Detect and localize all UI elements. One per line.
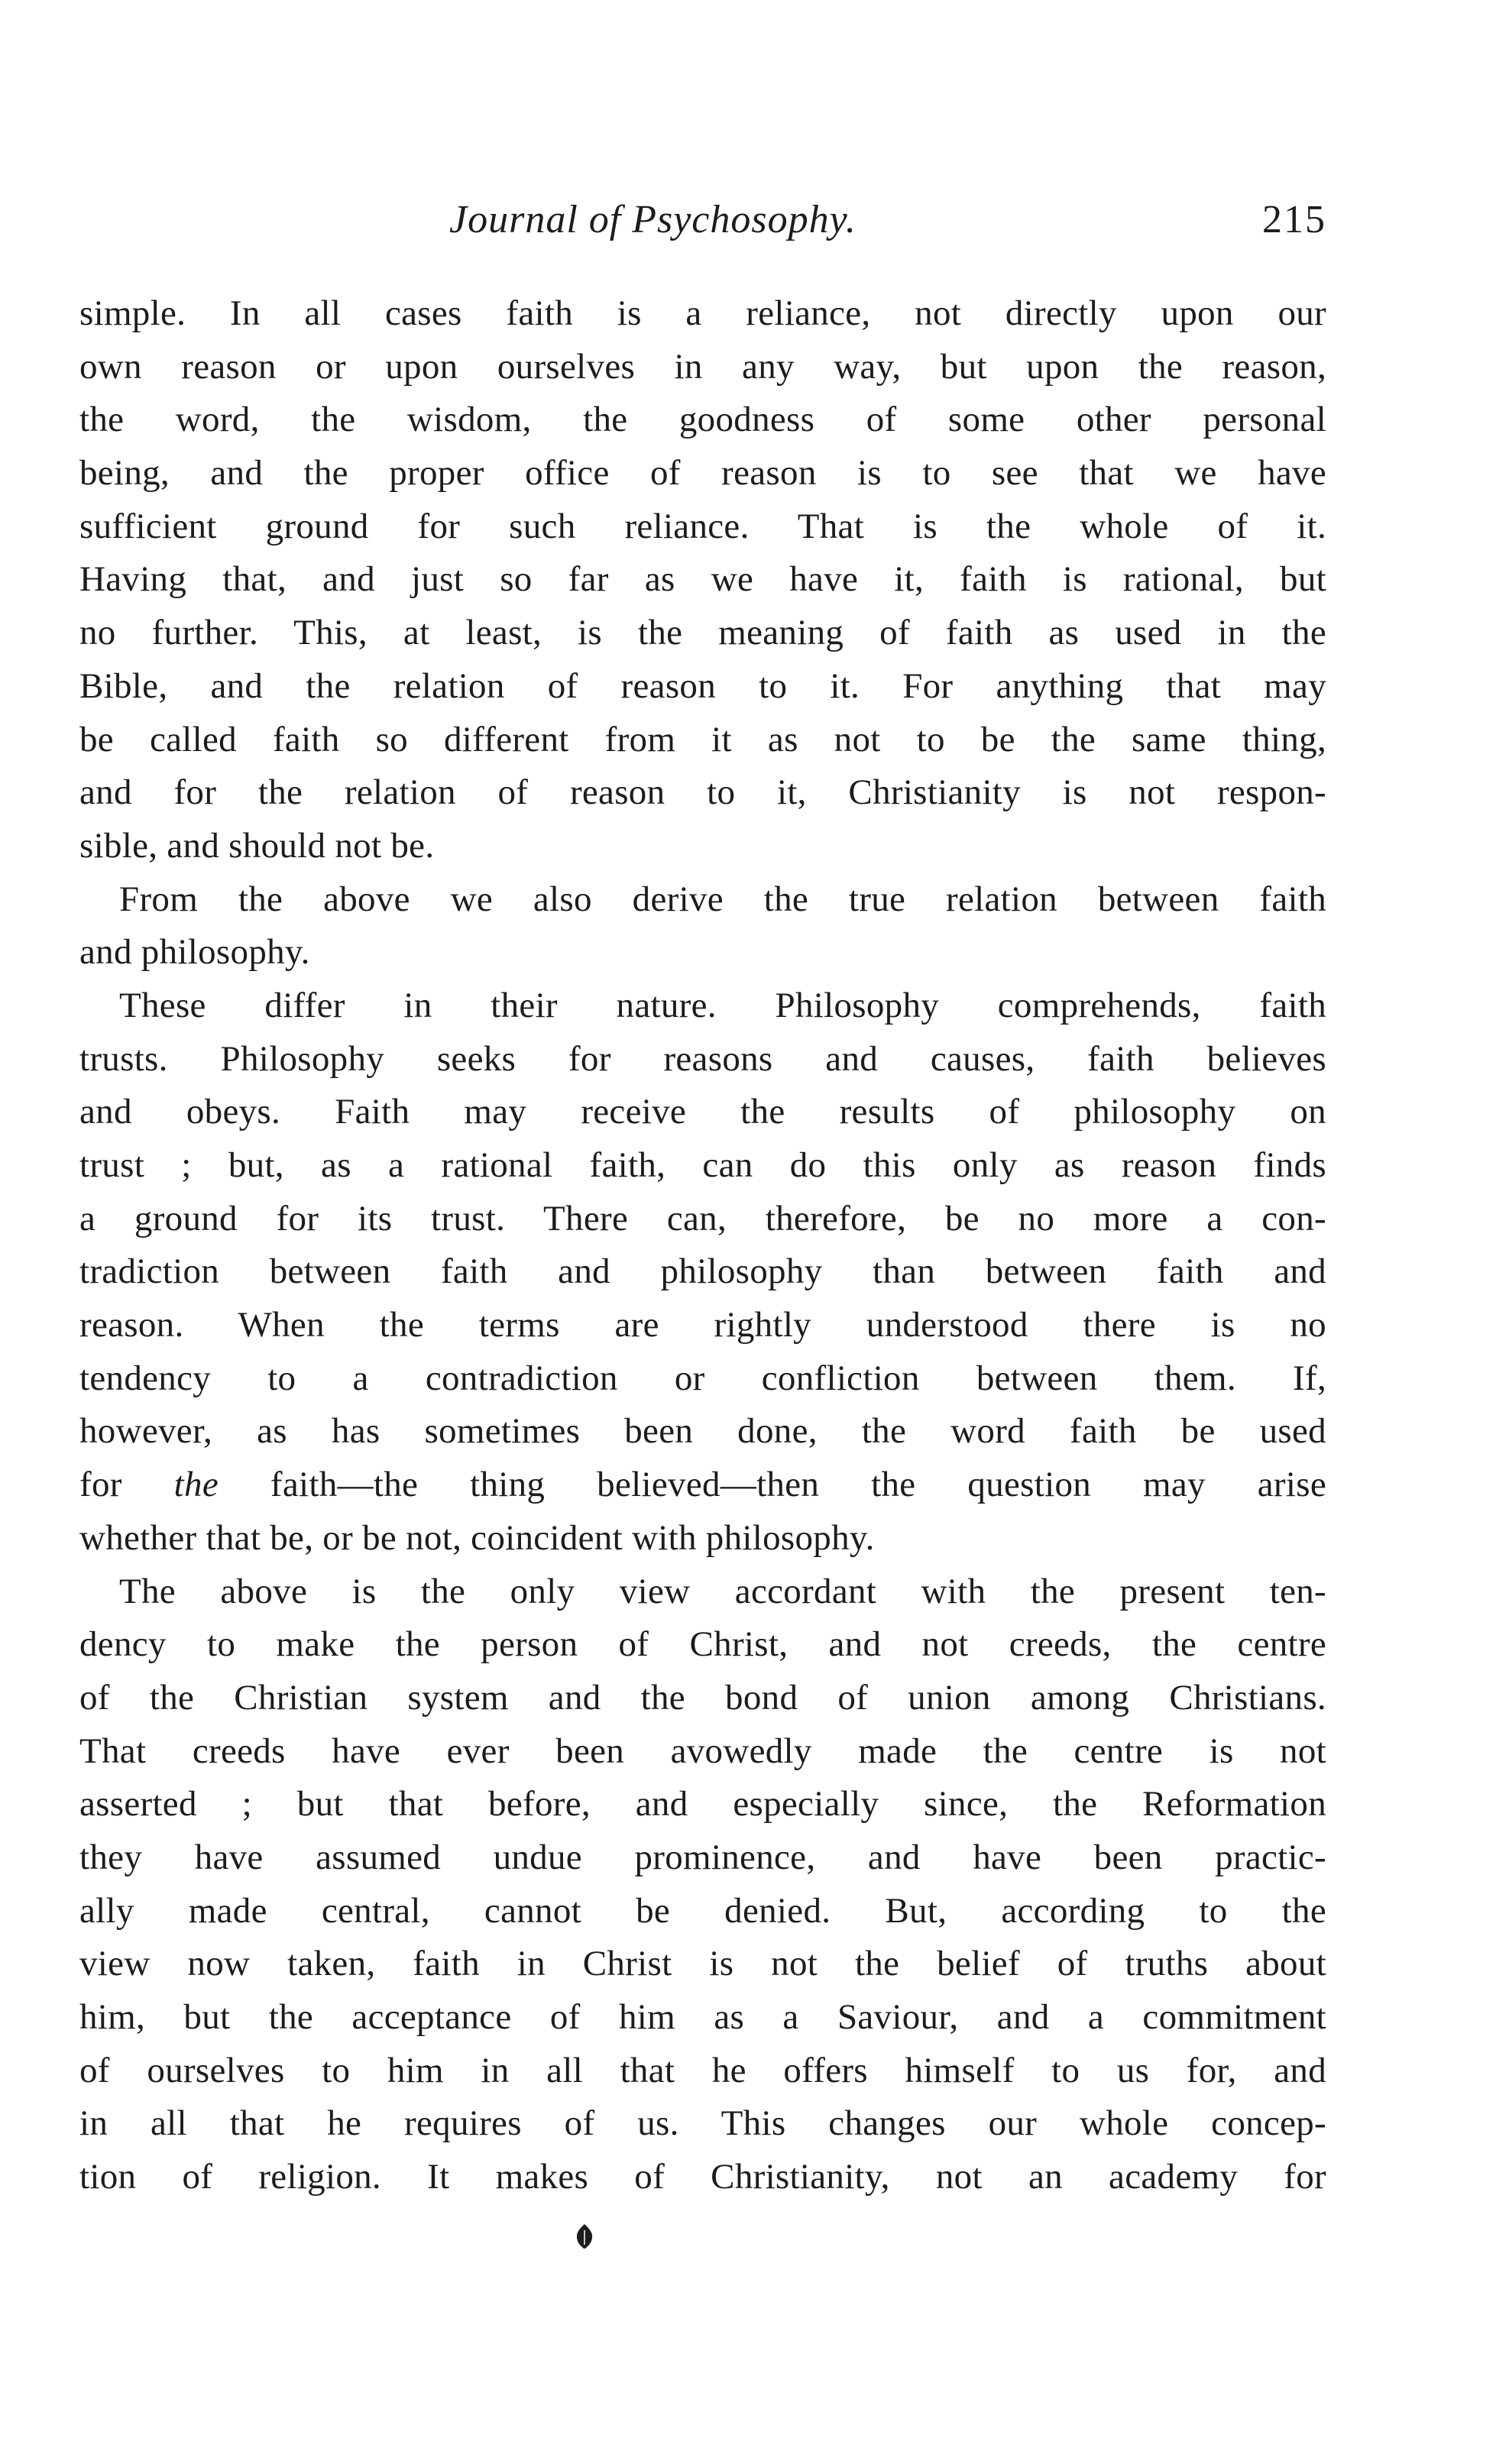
text-line: Bible, and the relation of reason to it. For anything that may: [79, 665, 1326, 706]
text-line: tion of religion. It makes of Christianity, not an academy for: [79, 2157, 1326, 2197]
line-part: for: [79, 1465, 174, 1505]
paragraph-start: The above is the only view accordant with the present ten-: [119, 1571, 1326, 1611]
text-line: a ground for its trust. There can, therefore, be no more a con-: [79, 1198, 1326, 1238]
text-line-with-italic: [79, 1459, 1326, 1512]
text-line: That creeds have ever been avowedly made the centre is not: [79, 1731, 1326, 1771]
text-line: and for the relation of reason to it, Christianity is not respon-: [79, 772, 1326, 813]
text-line: view now taken, faith in Christ is not the belief of truths about: [79, 1944, 1326, 1984]
text-line: they have assumed undue prominence, and have been practic-: [79, 1837, 1326, 1877]
text-line: of the Christian system and the bond of union among Christians.: [79, 1677, 1326, 1718]
text-line: reason. When the terms are rightly understood there is no: [79, 1305, 1326, 1345]
text-line: trust ; but, as a rational faith, can do this only as reason finds: [79, 1145, 1326, 1185]
text-line: being, and the proper office of reason is to see that we have: [79, 453, 1326, 494]
text-line: him, but the acceptance of him as a Saviour, and a commitment: [79, 1997, 1326, 2037]
paragraph-start: These differ in their nature. Philosophy comprehends, faith: [119, 985, 1326, 1025]
text-line: no further. This, at least, is the meaning of faith as used in the: [79, 613, 1326, 653]
text-line: the word, the wisdom, the goodness of some other personal: [79, 400, 1326, 440]
running-title: Journal of Psychosophy.: [449, 198, 857, 241]
text-line: sible, and should not be.: [79, 825, 435, 866]
text-line: however, as has sometimes been done, the word faith be used: [79, 1411, 1326, 1452]
text-line: tendency to a contradiction or confliction between them. If,: [79, 1358, 1326, 1398]
line-part: faith—the thing believed—then the question may arise: [218, 1465, 1326, 1505]
text-line: and philosophy.: [79, 932, 310, 973]
text-line: asserted ; but that before, and especially since, the Reformation: [79, 1784, 1326, 1825]
fleuron-ornament-icon: [575, 2223, 594, 2249]
text-line: trusts. Philosophy seeks for reasons and causes, faith believes: [79, 1038, 1326, 1079]
text-line: whether that be, or be not, coincident with philosophy.: [79, 1517, 875, 1558]
body-text: [79, 287, 1326, 2204]
page-number: 215: [1262, 198, 1326, 241]
running-head: [79, 197, 1326, 258]
text-line: be called faith so different from it as not to be the same thing,: [79, 719, 1326, 759]
text-line: own reason or upon ourselves in any way, but upon the reason,: [79, 346, 1326, 387]
text-line: of ourselves to him in all that he offers himself to us for, and: [79, 2050, 1326, 2090]
text-line: Having that, and just so far as we have it, faith is rational, but: [79, 559, 1326, 600]
italic-word: the: [173, 1465, 219, 1505]
text-line: dency to make the person of Christ, and not creeds, the centre: [79, 1624, 1326, 1665]
text-line: and obeys. Faith may receive the results of philosophy on: [79, 1092, 1326, 1132]
text-line: ally made central, cannot be denied. But, according to the: [79, 1890, 1326, 1931]
text-line: tradiction between faith and philosophy than between faith and: [79, 1251, 1326, 1292]
paragraph-start: From the above we also derive the true relation between faith: [119, 879, 1326, 919]
text-line: simple. In all cases faith is a reliance, not directly upon our: [79, 293, 1326, 333]
text-line: in all that he requires of us. This changes our whole concep-: [79, 2103, 1326, 2144]
text-line: sufficient ground for such reliance. That is the whole of it.: [79, 506, 1326, 546]
